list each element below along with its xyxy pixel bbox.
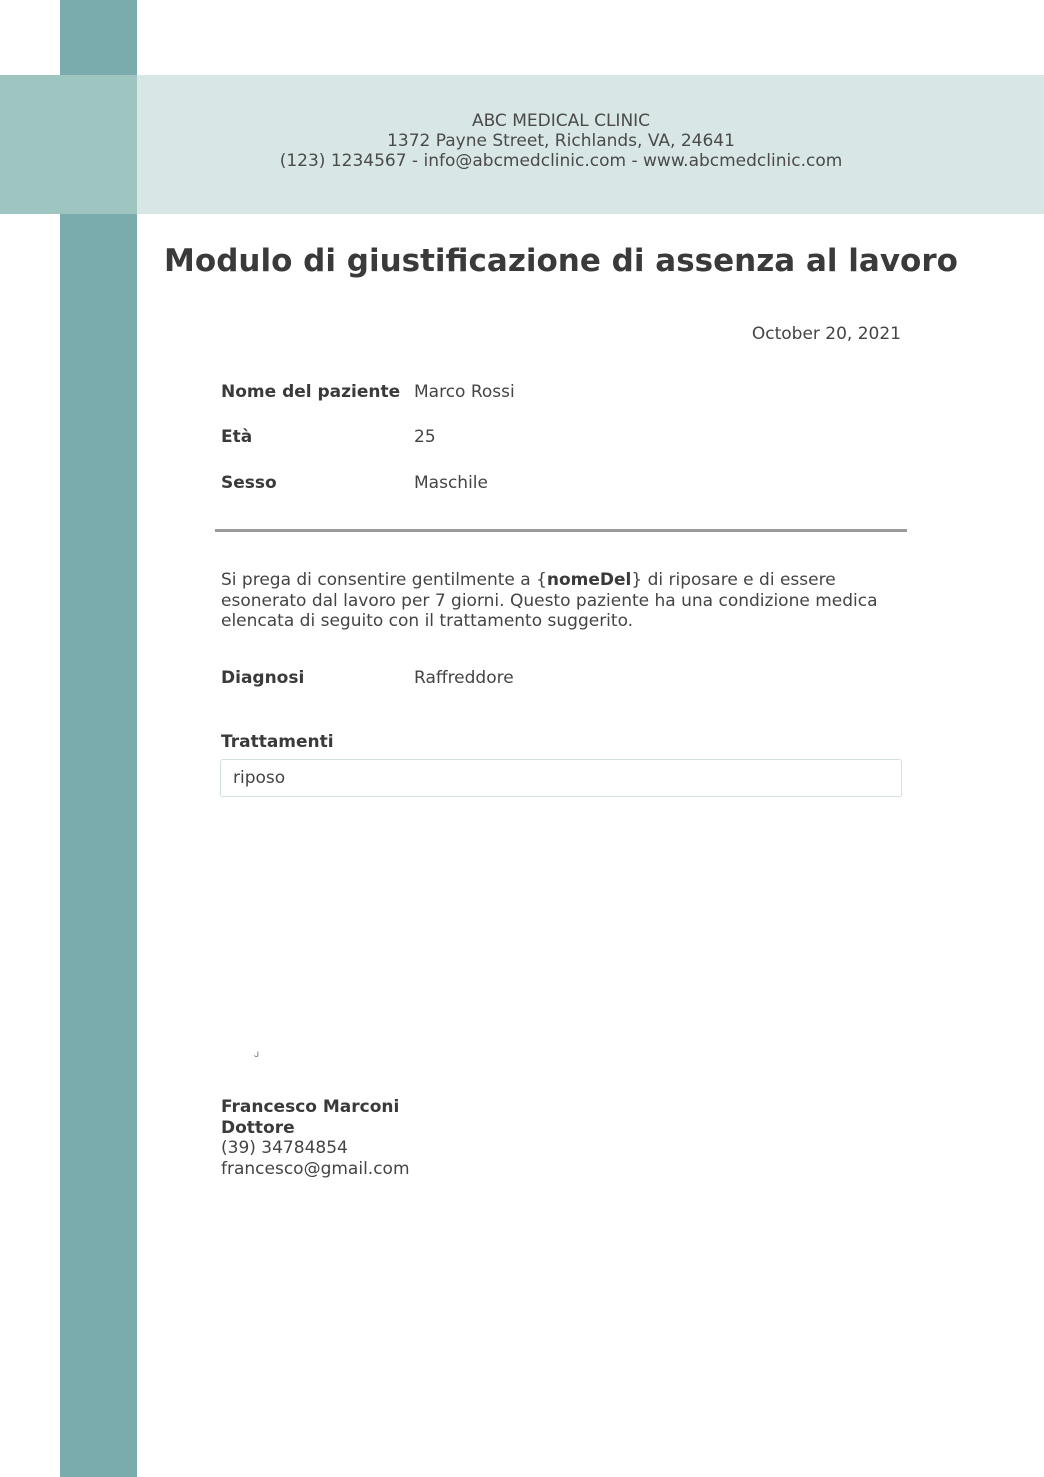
justification-text-end: } di riposare e di essere esonerato dal lavoro per 7 giorni. Questo paziente ha una condizione medica elencata di seguito con il trattamento suggerito.: [221, 570, 878, 631]
form-date: October 20, 2021: [751, 324, 901, 344]
header-accent-block: [0, 75, 137, 214]
signature-image: ᒍ: [254, 1050, 260, 1059]
patient-name-value: Marco Rossi: [414, 382, 515, 402]
patient-placeholder: nomeDel: [546, 570, 632, 590]
doctor-role: Dottore: [221, 1117, 295, 1138]
treatments-label: Trattamenti: [221, 732, 334, 752]
diagnosis-value: Raffreddore: [414, 668, 514, 688]
patient-sex-label: Sesso: [221, 473, 277, 493]
side-stripe: [60, 0, 137, 1477]
section-divider: [215, 529, 907, 532]
patient-age-label: Età: [221, 427, 253, 447]
justification-text: [221, 570, 911, 632]
clinic-header: [137, 111, 985, 171]
clinic-address: 1372 Payne Street, Richlands, VA, 24641: [387, 131, 735, 151]
form-title: Modulo di giustificazione di assenza al lavoro: [164, 243, 958, 279]
justification-text-start: Si prega di consentire gentilmente a {: [221, 570, 547, 590]
patient-name-label: Nome del paziente: [221, 382, 401, 402]
clinic-contact: (123) 1234567 - info@abcmedclinic.com - www.abcmedclinic.com: [279, 151, 843, 171]
patient-age-value: 25: [414, 427, 436, 447]
doctor-phone: (39) 34784854: [221, 1138, 348, 1158]
treatments-field[interactable]: riposo: [220, 759, 902, 797]
doctor-signature-block: [221, 1097, 410, 1179]
clinic-name: ABC MEDICAL CLINIC: [471, 111, 651, 131]
doctor-email: francesco@gmail.com: [221, 1158, 410, 1179]
patient-sex-value: Maschile: [414, 473, 488, 493]
doctor-name: Francesco Marconi: [221, 1097, 400, 1117]
diagnosis-label: Diagnosi: [221, 668, 305, 688]
